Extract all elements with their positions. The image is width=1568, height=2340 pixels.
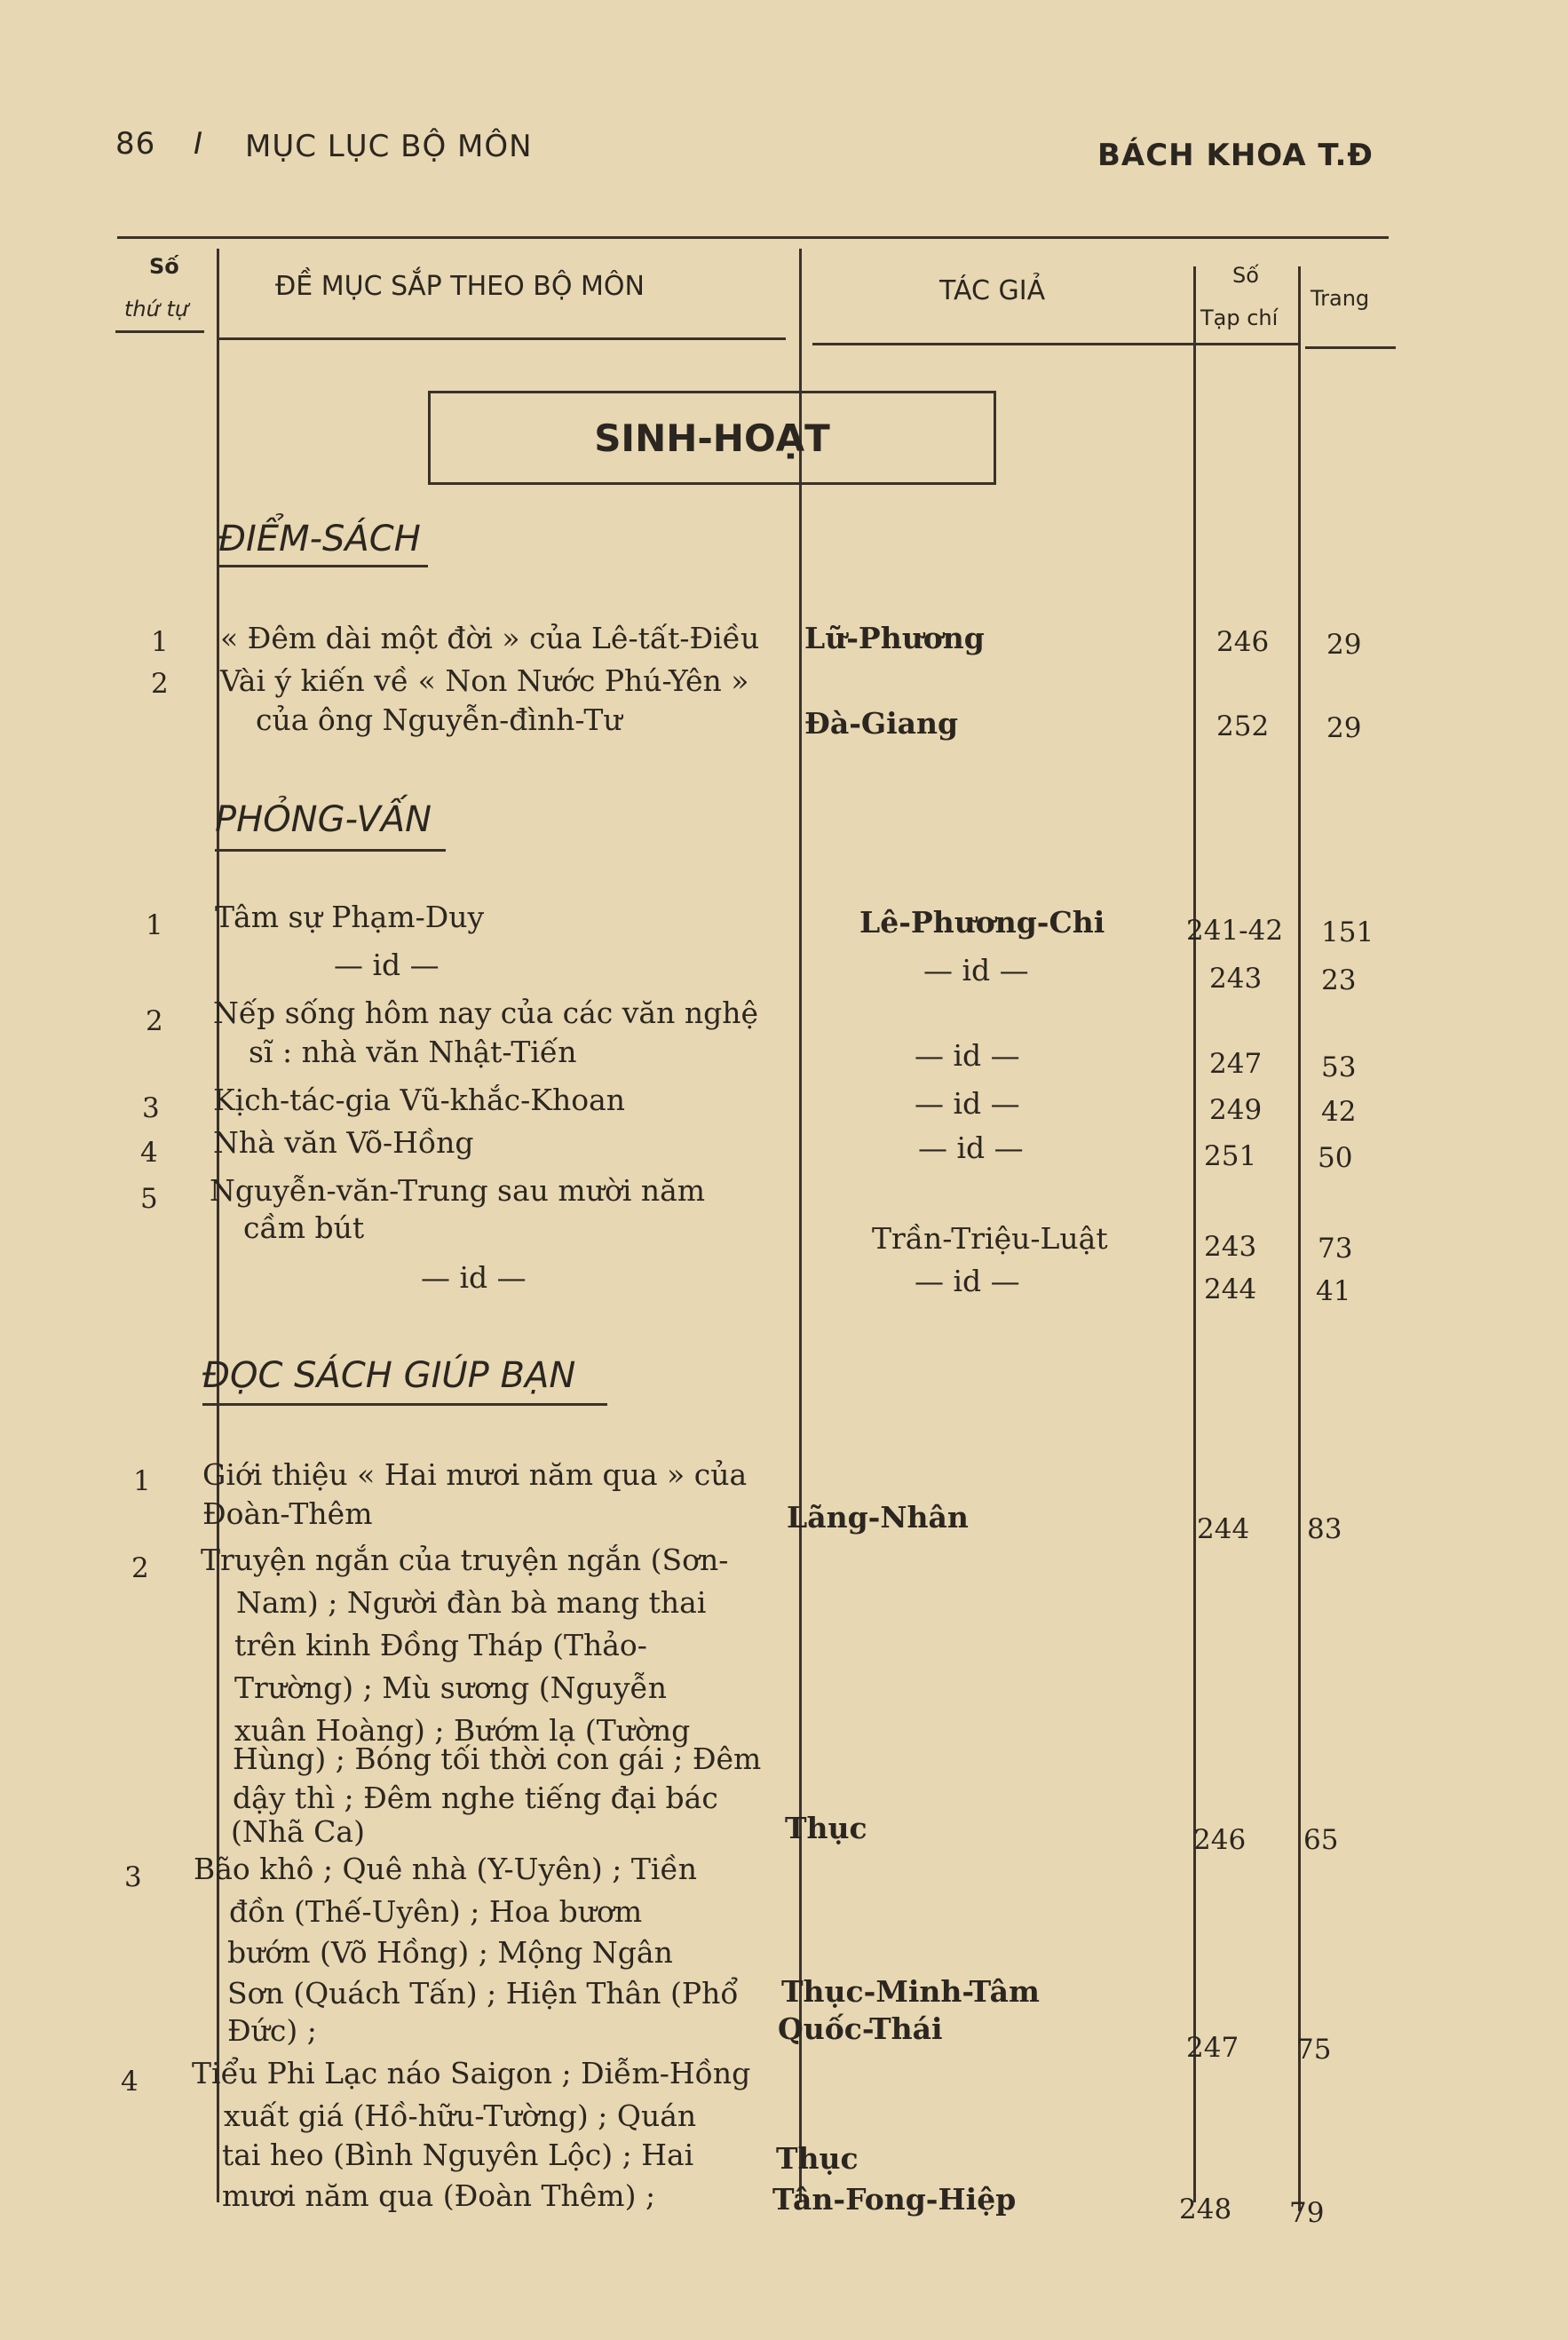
- row-title-line: Tiểu Phi Lạc náo Saigon ; Diễm-Hồng: [192, 2056, 751, 2090]
- row-title-line: mươi năm qua (Đoàn Thêm) ;: [222, 2178, 656, 2213]
- col-header-author: TÁC GIẢ: [939, 275, 1046, 306]
- row-page: 29: [1326, 629, 1362, 661]
- row-page: 23: [1321, 964, 1357, 996]
- row-title-line: Nhà văn Võ-Hồng: [213, 1125, 474, 1160]
- col-header-author-underline: [812, 343, 1194, 345]
- row-page: 79: [1289, 2197, 1325, 2229]
- col-header-issue-line2: Tạp chí: [1200, 305, 1279, 330]
- row-author: Lê-Phương-Chi: [859, 905, 1105, 940]
- row-title-line: Nếp sống hôm nay của các văn nghệ: [213, 995, 758, 1030]
- col-header-stt-line2: thứ tự: [124, 297, 189, 321]
- row-page: 83: [1307, 1513, 1342, 1545]
- row-author: Trần-Triệu-Luật: [872, 1221, 1108, 1256]
- row-title-line: Kịch-tác-gia Vũ-khắc-Khoan: [213, 1083, 625, 1117]
- row-title-line: xuất giá (Hồ-hữu-Tường) ; Quán: [224, 2098, 697, 2133]
- row-page: 42: [1321, 1096, 1357, 1128]
- section-heading-underline: [218, 565, 428, 567]
- row-issue: 246: [1193, 1824, 1247, 1856]
- row-page: 50: [1318, 1142, 1353, 1174]
- row-number: 4: [140, 1137, 158, 1169]
- row-title-line: — id —: [421, 1260, 527, 1295]
- col-header-page: Trang: [1311, 286, 1370, 311]
- row-number: 2: [146, 1005, 163, 1037]
- header-right-title: BÁCH KHOA T.Đ: [1097, 138, 1374, 173]
- row-title-line: — id —: [334, 948, 440, 982]
- row-number: 1: [133, 1465, 151, 1497]
- table-top-rule: [117, 236, 1389, 239]
- row-title-line: Bão khô ; Quê nhà (Y-Uyên) ; Tiền: [194, 1852, 698, 1886]
- section-heading-phong-van: PHỎNG-VẤN: [215, 799, 432, 840]
- row-title-line: đồn (Thế-Uyên) ; Hoa bươm: [229, 1894, 643, 1929]
- row-title-line: (Nhã Ca): [231, 1814, 365, 1849]
- row-title-line: Tâm sự Phạm-Duy: [215, 900, 485, 934]
- row-issue: 248: [1179, 2193, 1232, 2225]
- row-issue: 243: [1204, 1231, 1257, 1263]
- row-author: — id —: [915, 1264, 1020, 1298]
- section-title: SINH-HOẠT: [594, 416, 830, 460]
- row-issue: 247: [1186, 2032, 1239, 2064]
- col-header-issue-underline: [1194, 343, 1301, 345]
- row-title-line: bướm (Võ Hồng) ; Mộng Ngân: [227, 1935, 673, 1970]
- row-author: Đà-Giang: [804, 706, 959, 741]
- row-title-line: cầm bút: [243, 1210, 365, 1245]
- row-page: 41: [1316, 1275, 1351, 1307]
- row-issue: 249: [1209, 1094, 1263, 1126]
- row-title-line: Trường) ; Mù sương (Nguyễn: [234, 1670, 668, 1705]
- row-title-line: tai heo (Bình Nguyên Lộc) ; Hai: [222, 2138, 694, 2172]
- row-title-line: Đức) ;: [227, 2013, 317, 2048]
- row-page: 29: [1326, 712, 1362, 744]
- row-number: 2: [131, 1552, 149, 1584]
- row-issue: 246: [1216, 626, 1270, 658]
- row-title-line: Truyện ngắn của truyện ngắn (Sơn-: [201, 1543, 729, 1577]
- row-number: 1: [146, 909, 163, 941]
- row-author: — id —: [918, 1130, 1024, 1165]
- row-author: — id —: [915, 1086, 1020, 1121]
- col-header-stt-underline: [115, 330, 204, 333]
- row-title-line: Đoàn-Thêm: [202, 1496, 373, 1531]
- row-issue: 244: [1197, 1513, 1250, 1545]
- row-title-line: Giới thiệu « Hai mươi năm qua » của: [202, 1457, 748, 1492]
- row-page: 53: [1321, 1051, 1357, 1083]
- section-title-box: [428, 391, 996, 485]
- row-page: 65: [1303, 1824, 1339, 1856]
- col-rule-issue: [1298, 266, 1301, 2211]
- row-issue: 252: [1216, 710, 1270, 742]
- row-title-line: Sơn (Quách Tấn) ; Hiện Thân (Phổ: [227, 1976, 739, 2011]
- row-author: Lữ-Phương: [804, 621, 985, 655]
- row-title-line: trên kinh Đồng Tháp (Thảo-: [234, 1628, 647, 1662]
- row-title-line: của ông Nguyễn-đình-Tư: [256, 702, 622, 737]
- row-title-line: sĩ : nhà văn Nhật-Tiến: [249, 1035, 577, 1069]
- row-title-line: Vài ý kiến về « Non Nước Phú-Yên »: [220, 663, 749, 698]
- col-rule-author: [1193, 266, 1196, 2202]
- col-header-page-underline: [1305, 346, 1396, 349]
- row-title-line: « Đêm dài một đời » của Lê-tất-Điều: [220, 621, 760, 655]
- col-header-stt-line1: Số: [149, 254, 179, 279]
- col-rule-title: [799, 249, 802, 2202]
- row-author: — id —: [923, 953, 1029, 988]
- row-number: 3: [124, 1861, 142, 1893]
- row-title-line: dậy thì ; Đêm nghe tiếng đại bác: [233, 1781, 718, 1815]
- row-author: Lãng-Nhân: [787, 1500, 969, 1535]
- row-issue: 241-42: [1186, 915, 1284, 947]
- section-heading-underline: [215, 849, 446, 852]
- row-number: 4: [121, 2066, 139, 2098]
- row-title-line: Nguyễn-văn-Trung sau mười năm: [210, 1173, 706, 1208]
- col-header-title-underline: [218, 337, 786, 340]
- row-number: 2: [151, 668, 169, 700]
- row-author: — id —: [915, 1038, 1020, 1073]
- row-author-line: Tân-Fong-Hiệp: [772, 2182, 1017, 2217]
- row-title-line: Hùng) ; Bóng tối thời con gái ; Đêm: [233, 1741, 762, 1776]
- row-issue: 243: [1209, 963, 1263, 995]
- row-issue: 244: [1204, 1273, 1257, 1305]
- row-number: 1: [151, 626, 169, 658]
- page-number: 86: [115, 126, 156, 162]
- row-author-line: Quốc-Thái: [778, 2011, 943, 2046]
- row-author-line: Thục: [776, 2141, 859, 2176]
- row-page: 73: [1318, 1233, 1353, 1265]
- section-heading-doc-sach: ĐỌC SÁCH GIÚP BẠN: [202, 1355, 576, 1396]
- section-heading-underline: [202, 1403, 607, 1406]
- col-header-title: ĐỀ MỤC SẮP THEO BỘ MÔN: [275, 271, 645, 302]
- row-page: 151: [1321, 916, 1374, 948]
- row-author-line: Thục-Minh-Tâm: [781, 1974, 1040, 2009]
- row-title-line: Nam) ; Người đàn bà mang thai: [236, 1585, 707, 1620]
- row-issue: 247: [1209, 1048, 1263, 1080]
- row-author: Thục: [785, 1811, 867, 1845]
- col-header-issue-line1: Số: [1232, 263, 1259, 288]
- row-title-line: xuân Hoàng) ; Bướm lạ (Tường: [234, 1713, 691, 1748]
- header-mark: I: [194, 126, 204, 162]
- row-issue: 251: [1204, 1140, 1257, 1172]
- section-heading-diem-sach: ĐIỂM-SÁCH: [218, 519, 421, 559]
- row-number: 3: [142, 1092, 160, 1124]
- header-left-title: MỤC LỤC BỘ MÔN: [245, 129, 533, 164]
- row-page: 75: [1296, 2034, 1332, 2066]
- row-number: 5: [140, 1183, 158, 1215]
